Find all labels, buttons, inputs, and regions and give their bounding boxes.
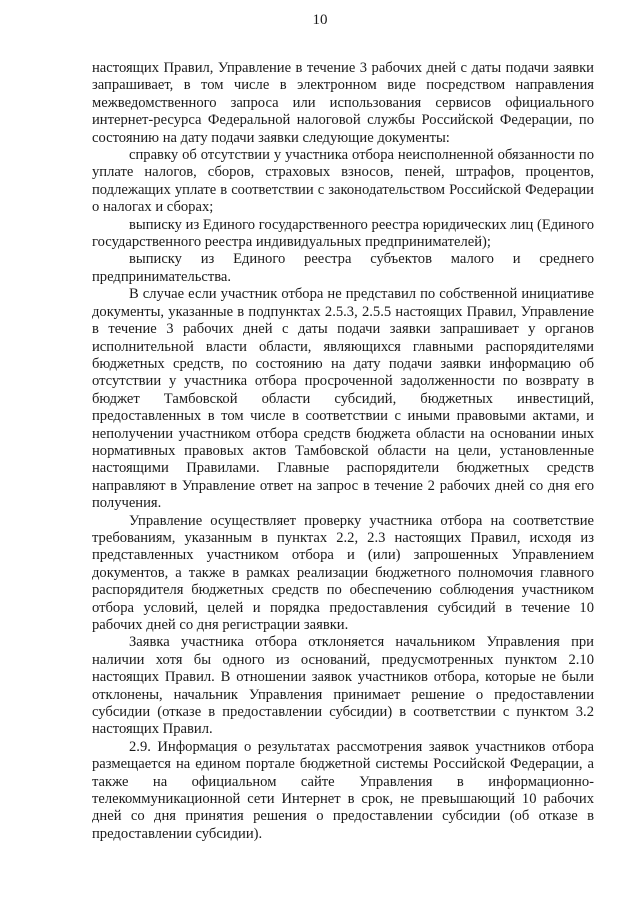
paragraph-continuation: настоящих Правил, Управление в течение 3 рабочих дней с даты подачи заявки запрашивает, в том числе в электронном виде посредством направления межведомственного запроса или использования сервисов официального интернет-ресурса Федеральной налоговой службы Российской Федерации, по состоянию на дату подачи заявки следующие документы: <box>92 60 594 146</box>
paragraph-request-to-authorities: В случае если участник отбора не представил по собственной инициативе документы, указанные в подпунктах 2.5.3, 2.5.5 настоящих Правил, Управление в течение 3 рабочих дней с даты подачи заявки запрашивает у органов исполнительной власти области, являющихся главными распорядителями бюджетных средств, по состоянию на дату подачи заявки информацию об отсутствии у участника отбора просроченной задолженности по возврату в бюджет Тамбовской области субсидий, бюджетных инвестиций, предоставленных в том числе в соответствии с иными правовыми актами, и неполучении участником отбора средств бюджета области на основании иных нормативных правовых актов Тамбовской области на цели, установленные настоящими Правилами. Главные распорядители бюджетных средств направляют в Управление ответ на запрос в течение 2 рабочих дней со дня его получения. <box>92 286 594 512</box>
paragraph-section-2-9: 2.9. Информация о результатах рассмотрения заявок участников отбора размещается на едином портале бюджетной системы Российской Федерации, а также на официальном сайте Управления в информационно-телекоммуникационной сети Интернет в срок, не превышающий 10 рабочих дней со дня принятия решения о предоставлении субсидии (об отказе в предоставлении субсидии). <box>92 738 594 842</box>
paragraph-verification: Управление осуществляет проверку участника отбора на соответствие требованиям, указанным в пунктах 2.2, 2.3 настоящих Правил, исходя из представленных участником отбора и (или) запрошенных Управлением документов, а также в рамках реализации бюджетного полномочия главного распорядителя бюджетных средств по обеспечению соблюдения участником отбора условий, целей и порядка предоставления субсидий в течение 10 рабочих дней со дня регистрации заявки. <box>92 512 594 633</box>
document-body <box>92 60 594 843</box>
paragraph-rejection: Заявка участника отбора отклоняется начальником Управления при наличии хотя бы одного из оснований, предусмотренных пунктом 2.10 настоящих Правил. В отношении заявок участников отбора, которые не были отклонены, начальник Управления принимает решение о предоставлении субсидии (отказе в предоставлении субсидии) в соответствии с пунктом 3.2 настоящих Правил. <box>92 634 594 738</box>
page-number: 10 <box>312 12 328 28</box>
paragraph-legal-entities-extract: выписку из Единого государственного реестра юридических лиц (Единого государственного реестра индивидуальных предпринимателей); <box>92 216 594 251</box>
paragraph-sme-registry-extract: выписку из Единого реестра субъектов малого и среднего предпринимательства. <box>92 251 594 285</box>
paragraph-tax-certificate: справку об отсутствии у участника отбора неисполненной обязанности по уплате налогов, сборов, страховых взносов, пеней, штрафов, процентов, подлежащих уплате в соответствии с законодательством Российской Федерации о налогах и сборах; <box>92 147 594 216</box>
